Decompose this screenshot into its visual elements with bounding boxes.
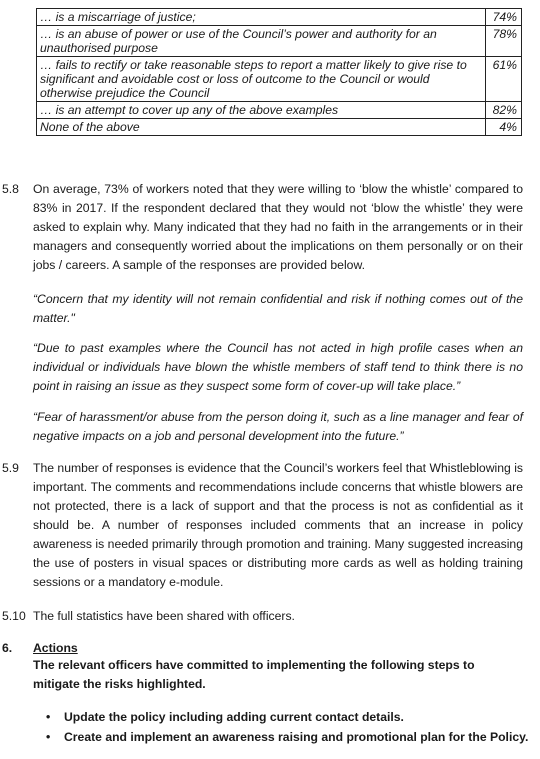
quote-3: “Fear of harassment/or abuse from the person doing it, such as a line manager and fear of negative impacts on a job and personal development into the future.” xyxy=(33,410,523,443)
table-cell-pct: 4% xyxy=(486,119,522,136)
table-row xyxy=(37,26,522,57)
table-row xyxy=(37,119,522,136)
section-number: 5.9 xyxy=(2,461,19,475)
table-cell-text: … is a miscarriage of justice; xyxy=(37,9,486,26)
quote-2: “Due to past examples where the Council has not acted in high profile cases when an individual or individuals have blown the whistle members of staff tend to think there is no point in raising an issue as they suspect some form of cover-up will take place.” xyxy=(33,341,523,393)
list-item-text: Update the policy including adding current contact details. xyxy=(64,710,404,724)
responses-table xyxy=(36,8,522,136)
table-cell-pct: 78% xyxy=(486,26,522,57)
table-row xyxy=(37,57,522,102)
bullet-icon: • xyxy=(46,730,51,744)
bullet-icon: • xyxy=(46,710,51,724)
list-item-text: Create and implement an awareness raising and promotional plan for the Policy. xyxy=(64,730,529,744)
section-5-9-text: The number of responses is evidence that the Council’s workers feel that Whistleblowing is important. The comments and recommendations include concerns that whistle blowers are not protected, there is a lack of support and that the process is not as confidential as it should be. A number of responses included comments that an increase in policy awareness is needed primarily through promotion and training. Many suggested increasing the use of posters in visual spaces or distributing more cards as well as holding training sessions or a mandatory e-module. xyxy=(33,461,523,589)
section-5-8-text: On average, 73% of workers noted that they were willing to ‘blow the whistle’ compared to 83% in 2017. If the respondent declared that they would not ‘blow the whistle’ they were asked to explain why. Many indicated that they had no faith in the arrangements or in their managers and consequently worried about the implications on them personally or on their jobs / careers. A sample of the responses are provided below. xyxy=(33,182,523,272)
actions-list xyxy=(46,707,528,747)
section-number: 6. xyxy=(2,641,13,655)
table-cell-text: None of the above xyxy=(37,119,486,136)
table-cell-pct: 61% xyxy=(486,57,522,102)
section-number: 5.10 xyxy=(2,609,26,623)
actions-intro: The relevant officers have committed to implementing the following steps to mitigate the risks highlighted. xyxy=(33,658,475,691)
actions-heading: Actions xyxy=(33,641,78,655)
list-item xyxy=(46,707,528,727)
quote-1: “Concern that my identity will not remain confidential and risk if nothing comes out of the matter." xyxy=(33,292,523,325)
table-row xyxy=(37,9,522,26)
table-cell-text: … is an abuse of power or use of the Council’s power and authority for an unauthorised purpose xyxy=(37,26,486,57)
section-5-10-text: The full statistics have been shared with officers. xyxy=(33,609,295,623)
list-item xyxy=(46,727,528,747)
table-cell-pct: 74% xyxy=(486,9,522,26)
table-cell-text: … fails to rectify or take reasonable steps to report a matter likely to give rise to significant and avoidable cost or loss of outcome to the Council or would otherwise prejudice the Council xyxy=(37,57,486,102)
table-cell-pct: 82% xyxy=(486,102,522,119)
table-cell-text: … is an attempt to cover up any of the above examples xyxy=(37,102,486,119)
section-number: 5.8 xyxy=(2,182,19,196)
table-row xyxy=(37,102,522,119)
